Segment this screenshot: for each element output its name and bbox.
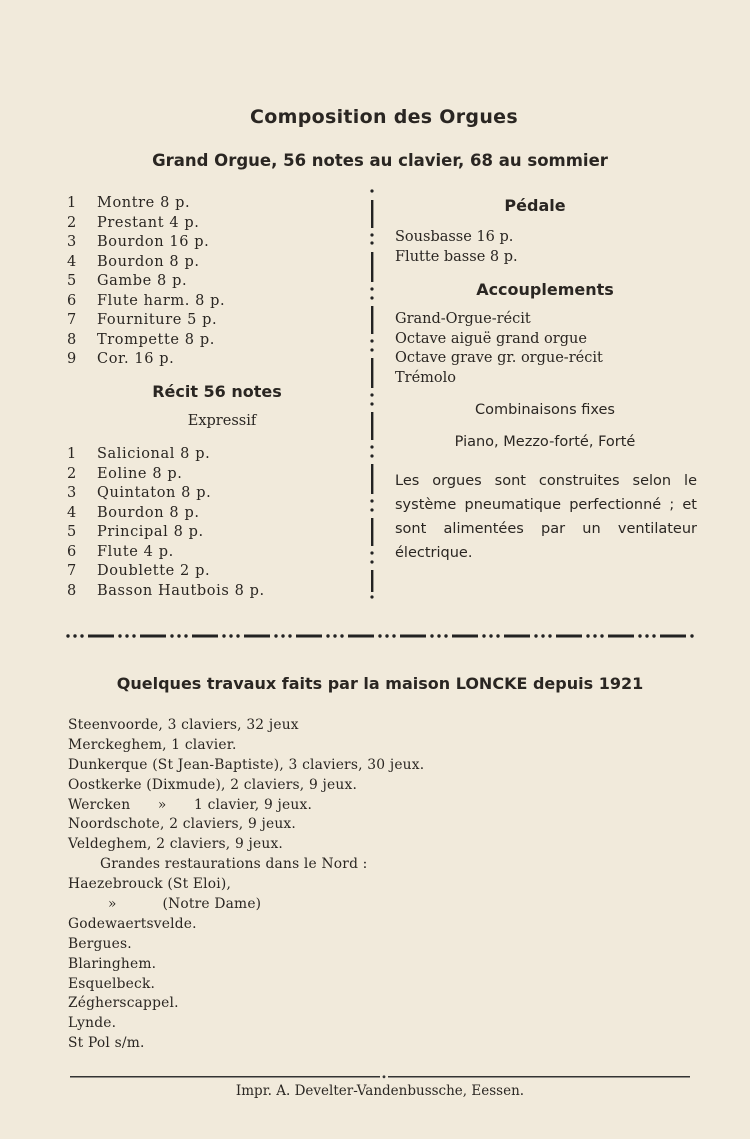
work-entry: Steenvoorde, 3 claviers, 32 jeux — [68, 717, 299, 733]
restoration-entry: Lynde. — [68, 1015, 117, 1032]
pedale-stop-list — [395, 228, 518, 267]
description-paragraph: Les orgues sont construites selon le système pneumatique perfectionné ; et sont alimentées par un ventilateur électrique. — [395, 473, 697, 561]
recit-heading: Récit 56 notes — [152, 382, 282, 401]
restoration-entry: Esquelbeck. — [68, 975, 156, 992]
work-entry: Dunkerque (St Jean-Baptiste), 3 claviers, 30 jeux. — [68, 756, 425, 773]
recit-stop-list — [67, 445, 265, 601]
combinaisons-values: Piano, Mezzo-forté, Forté — [454, 434, 636, 450]
stop-item: 7 Doublette 2 p. — [67, 563, 211, 579]
stop-item: 1 Salicional 8 p. — [67, 446, 211, 462]
restoration-entry: Haezebrouck (St Eloi), — [68, 876, 232, 893]
printer-imprint: Impr. A. Develter-Vandenbussche, Eessen. — [235, 1083, 525, 1099]
works-heading: Quelques travaux faits par la maison LONCKE depuis 1921 — [116, 674, 644, 693]
horizontal-divider — [66, 630, 696, 642]
stop-item: 3 Bourdon 16 p. — [67, 234, 210, 250]
accouplements-heading: Accouplements — [476, 280, 614, 299]
recit-subheading: Expressif — [187, 413, 257, 429]
restoration-entry: Godewaertsvelde. — [68, 915, 197, 932]
coupler-item: Octave aiguë grand orgue — [395, 330, 587, 347]
footer-rule — [70, 1074, 690, 1080]
coupler-item: Trémolo — [395, 369, 457, 386]
combinaisons-heading: Combinaisons fixes — [475, 402, 615, 418]
accouplements-list — [395, 310, 603, 388]
coupler-item: Octave grave gr. orgue-récit — [395, 350, 603, 366]
coupler-item: Grand-Orgue-récit — [395, 311, 531, 327]
stop-item: 2 Prestant 4 p. — [67, 214, 200, 231]
stop-item: 5 Gambe 8 p. — [67, 273, 188, 289]
restoration-entry: » (Notre Dame) — [108, 896, 262, 913]
stop-item: 8 Basson Hautbois 8 p. — [67, 582, 265, 599]
works-list — [68, 716, 424, 1054]
stop-item: 5 Principal 8 p. — [67, 524, 204, 540]
stop-item: 4 Bourdon 8 p. — [67, 253, 200, 270]
stop-item: 8 Trompette 8 p. — [67, 331, 215, 348]
stop-item: 6 Flute harm. 8 p. — [67, 292, 226, 309]
stop-item: 7 Fourniture 5 p. — [67, 312, 218, 328]
grand-orgue-heading: Grand Orgue, 56 notes au clavier, 68 au sommier — [152, 151, 608, 170]
restoration-entry: Bergues. — [68, 935, 132, 952]
work-entry: Merckeghem, 1 clavier. — [68, 736, 237, 753]
stop-item: 2 Eoline 8 p. — [67, 465, 183, 482]
stop-item: 6 Flute 4 p. — [67, 543, 174, 560]
restoration-entry: Blaringhem. — [68, 955, 157, 972]
stop-item: 4 Bourdon 8 p. — [67, 504, 200, 521]
grand-orgue-stop-list — [67, 194, 225, 370]
stop-item: Sousbasse 16 p. — [395, 229, 514, 245]
stop-item: 9 Cor. 16 p. — [67, 351, 175, 367]
work-entry: Veldeghem, 2 claviers, 9 jeux. — [68, 836, 284, 853]
restoration-entry: Zégherscappel. — [68, 995, 179, 1012]
stop-item: Flutte basse 8 p. — [395, 248, 518, 265]
restorations-heading: Grandes restaurations dans le Nord : — [100, 856, 368, 873]
page-title: Composition des Orgues — [250, 106, 518, 128]
work-entry: Noordschote, 2 claviers, 9 jeux. — [68, 816, 296, 833]
work-entry: Wercken » 1 clavier, 9 jeux. — [68, 796, 313, 813]
vertical-divider — [366, 188, 378, 600]
stop-item: 3 Quintaton 8 p. — [67, 485, 212, 501]
restoration-entry: St Pol s/m. — [68, 1035, 145, 1052]
stop-item: 1 Montre 8 p. — [67, 195, 191, 211]
work-entry: Oostkerke (Dixmude), 2 claviers, 9 jeux. — [68, 776, 358, 793]
pedale-heading: Pédale — [504, 196, 566, 215]
